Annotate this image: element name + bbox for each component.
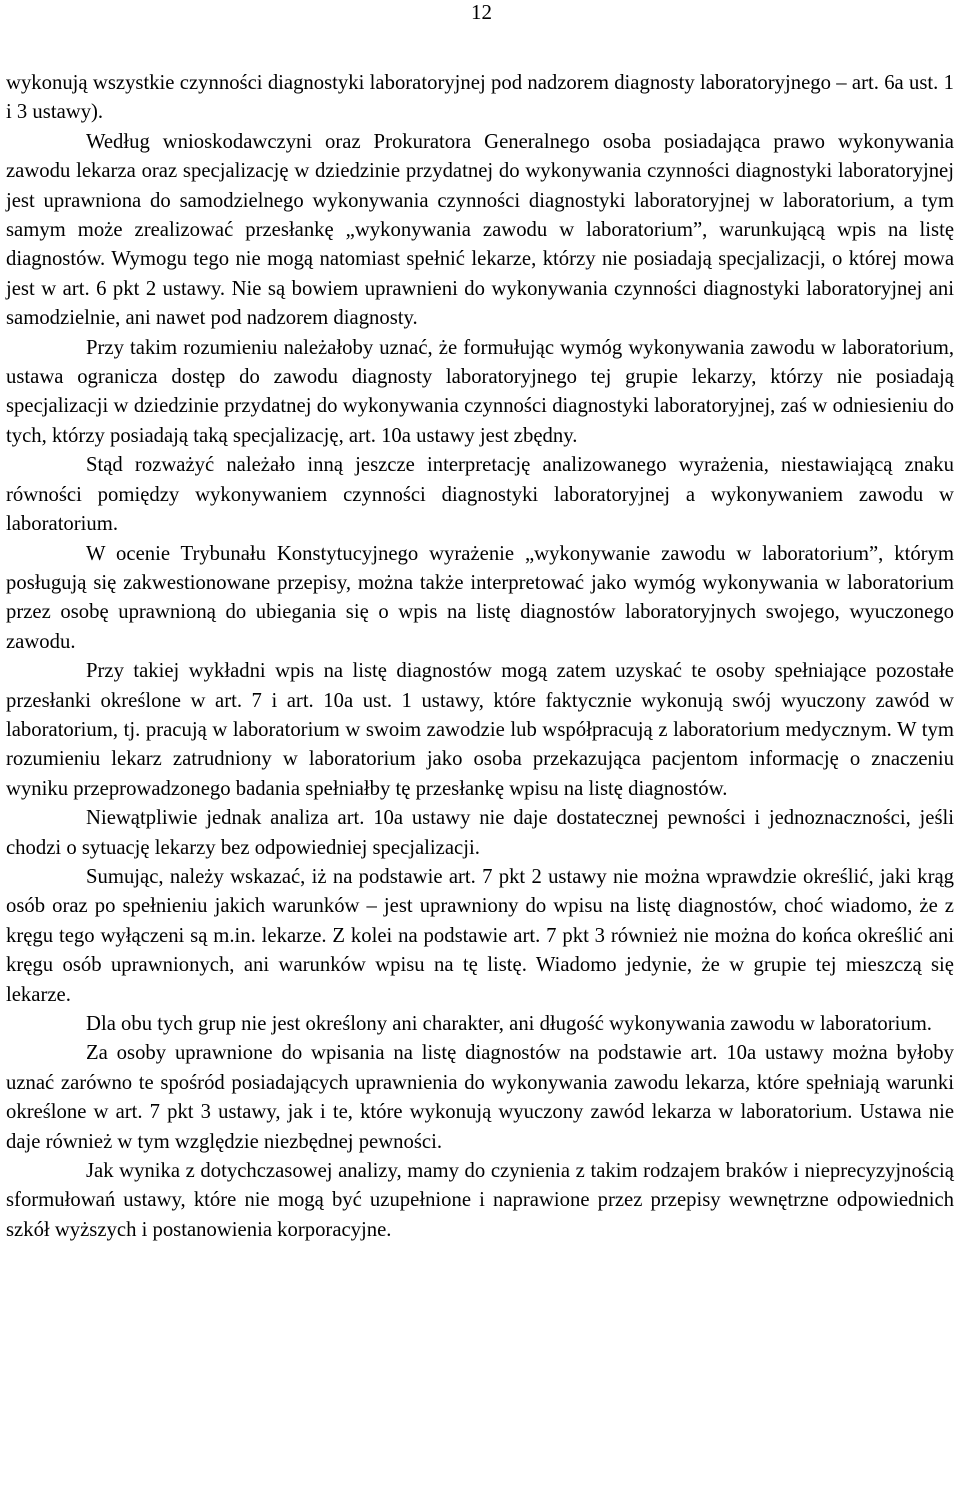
paragraph-9: Dla obu tych grup nie jest określony ani charakter, ani długość wykonywania zawodu w laboratorium. [86, 1013, 932, 1035]
document-body [6, 69, 954, 1245]
paragraph-2: Według wnioskodawczyni oraz Prokuratora Generalnego osoba posiadająca prawo wykonywania zawodu lekarza oraz specjalizację w dziedzinie przydatnej do wykonywania czynności diagnostyki laboratoryjnej jest uprawniona do samodzielnego wykonywania czynności diagnostyki laboratoryjnej w laboratorium, a tym samym może zrealizować przesłankę „wykonywania zawodu w laboratorium”, warunkującą wpis na listę diagnostów. Wymogu tego nie mogą natomiast spełnić lekarze, którzy nie posiadają specjalizacji, o której mowa jest w art. 6 pkt 2 ustawy. Nie są bowiem uprawnieni do wykonywania czynności diagnostyki laboratoryjnej ani samodzielnie, ani nawet pod nadzorem diagnosty. [6, 130, 954, 330]
paragraph-10: Za osoby uprawnione do wpisania na listę diagnostów na podstawie art. 10a ustawy można byłoby uznać zarówno te spośród posiadających uprawnienia do wykonywania zawodu lekarza, które spełniają warunki określone w art. 7 pkt 3 ustawy, jak i te, które wykonują wyuczony zawód lekarza w laboratorium. Ustawa nie daje również w tym względzie niezbędnej pewności. [6, 1042, 954, 1153]
paragraph-4: Stąd rozważyć należało inną jeszcze interpretację analizowanego wyrażenia, niestawiającą znaku równości pomiędzy wykonywaniem czynności diagnostyki laboratoryjnej a wykonywaniem zawodu w laboratorium. [6, 454, 954, 536]
paragraph-7: Niewątpliwie jednak analiza art. 10a ustawy nie daje dostatecznej pewności i jednoznaczności, jeśli chodzi o sytuację lekarzy bez odpowiedniej specjalizacji. [6, 807, 954, 859]
page-number: 12 [471, 0, 492, 24]
paragraph-11: Jak wynika z dotychczasowej analizy, mamy do czynienia z takim rodzajem braków i nieprecyzyjnością sformułowań ustawy, które nie mogą być uzupełnione i naprawione przez przepisy wewnętrzne odpowiednich szkół wyższych i postanowienia korporacyjne. [6, 1160, 954, 1241]
paragraph-3: Przy takim rozumieniu należałoby uznać, że formułując wymóg wykonywania zawodu w laboratorium, ustawa ogranicza dostęp do zawodu diagnosty laboratoryjnego tej grupie lekarzy, którzy nie posiadają specjalizacji w dziedzinie przydatnej do wykonywania czynności diagnostyki laboratoryjnej, zaś w odniesieniu do tych, którzy posiadają taką specjalizację, art. 10a ustawy jest zbędny. [6, 336, 954, 447]
paragraph-6: Przy takiej wykładni wpis na listę diagnostów mogą zatem uzyskać te osoby spełniające pozostałe przesłanki określone w art. 7 i art. 10a ust. 1 ustawy, które faktycznie wykonują swój wyuczony zawód w laboratorium, tj. pracują w laboratorium w swoim zawodzie lub współpracują z laboratorium medycznym. W tym rozumieniu lekarz zatrudniony w laboratorium jako osoba przekazująca pacjentom informację o znaczeniu wyniku przeprowadzonego badania spełniałby tę przesłankę wpisu na listę diagnostów. [6, 660, 954, 800]
paragraph-1: wykonują wszystkie czynności diagnostyki laboratoryjnej pod nadzorem diagnosty laboratoryjnego – art. 6a ust. 1 i 3 ustawy). [6, 72, 954, 124]
paragraph-5: W ocenie Trybunału Konstytucyjnego wyrażenie „wykonywanie zawodu w laboratorium”, którym posługują się zakwestionowane przepisy, można także interpretować jako wymóg wykonywania w laboratorium przez osobę uprawnioną do ubiegania się o wpis na listę diagnostów laboratoryjnych swojego, wyuczonego zawodu. [6, 542, 954, 653]
paragraph-8: Sumując, należy wskazać, iż na podstawie art. 7 pkt 2 ustawy nie można wprawdzie określić, jaki krąg osób oraz po spełnieniu jakich warunków – jest uprawniony do wpisu na listę diagnostów, choć wiadomo, że z kręgu tego wyłączeni są m.in. lekarze. Z kolei na podstawie art. 7 pkt 3 również nie można do końca określić ani kręgu osób uprawnionych, ani warunków wpisu na tę listę. Wiadomo jedynie, że w grupie tej mieszczą się lekarze. [6, 865, 954, 1006]
